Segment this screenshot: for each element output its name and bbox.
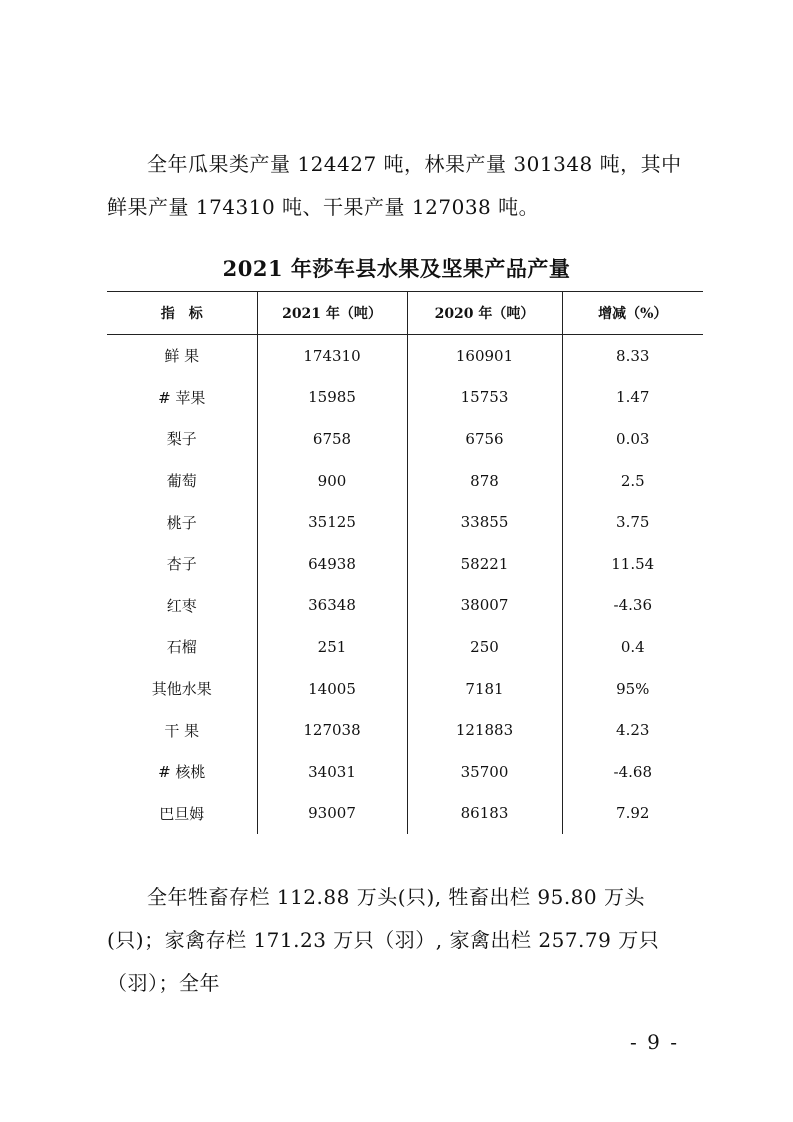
value-change: 7.92 <box>562 793 703 835</box>
value-2020: 160901 <box>407 335 562 377</box>
value-2021: 127038 <box>257 709 407 751</box>
value-2021: 34031 <box>257 751 407 793</box>
value-2020: 878 <box>407 460 562 502</box>
value-2020: 15753 <box>407 377 562 419</box>
row-label: # 核桃 <box>158 763 206 782</box>
table-row <box>107 501 703 543</box>
value-change: 4.23 <box>562 709 703 751</box>
value-2021: 6758 <box>257 418 407 460</box>
value-2021: 35125 <box>257 501 407 543</box>
value-change: 11.54 <box>562 543 703 585</box>
value-2021: 251 <box>257 626 407 668</box>
row-label: 巴旦姆 <box>159 804 205 823</box>
row-label: 其他水果 <box>151 680 212 699</box>
table-row <box>107 626 703 668</box>
value-change: 1.47 <box>562 377 703 419</box>
table-row <box>107 335 703 377</box>
table-title: 2021 年莎车县水果及坚果产品产量 <box>222 256 571 281</box>
table-row <box>107 585 703 627</box>
table-row <box>107 793 703 835</box>
table-row <box>107 418 703 460</box>
paragraph-livestock-text: 全年牲畜存栏 112.88 万头(只), 牲畜出栏 95.80 万头(只)；家禽存栏 171.23 万只（羽）, 家禽出栏 257.79 万只（羽）；全年 <box>107 885 660 995</box>
row-label: 葡萄 <box>166 472 197 491</box>
value-2021: 14005 <box>257 668 407 710</box>
paragraph-livestock <box>107 876 689 1005</box>
row-label: 杏子 <box>166 555 197 574</box>
row-label: 干 果 <box>164 721 200 740</box>
value-2020: 35700 <box>407 751 562 793</box>
value-change: 0.4 <box>562 626 703 668</box>
value-change: 95% <box>562 668 703 710</box>
value-2020: 33855 <box>407 501 562 543</box>
table-row <box>107 751 703 793</box>
paragraph-fruit-output-text: 全年瓜果类产量 124427 吨，林果产量 301348 吨，其中鲜果产量 174310 吨、干果产量 127038 吨。 <box>107 152 682 219</box>
value-change: 2.5 <box>562 460 703 502</box>
header-change: 增减（%） <box>562 292 703 335</box>
page-number: - 9 - <box>630 1030 679 1054</box>
value-change: 8.33 <box>562 335 703 377</box>
header-2021: 2021 年（吨） <box>257 292 407 335</box>
value-2020: 86183 <box>407 793 562 835</box>
value-2020: 250 <box>407 626 562 668</box>
value-2021: 93007 <box>257 793 407 835</box>
value-change: 0.03 <box>562 418 703 460</box>
value-2020: 7181 <box>407 668 562 710</box>
value-change: 3.75 <box>562 501 703 543</box>
row-label: 鲜 果 <box>164 347 200 366</box>
value-2020: 6756 <box>407 418 562 460</box>
header-indicator: 指 标 <box>107 292 257 335</box>
header-2020: 2020 年（吨） <box>407 292 562 335</box>
value-2021: 174310 <box>257 335 407 377</box>
paragraph-fruit-output <box>107 143 689 229</box>
value-change: -4.36 <box>562 585 703 627</box>
value-2020: 121883 <box>407 709 562 751</box>
row-label: 梨子 <box>166 430 197 449</box>
table-row <box>107 709 703 751</box>
table-header-row <box>107 292 703 335</box>
value-2020: 58221 <box>407 543 562 585</box>
table-row <box>107 543 703 585</box>
value-2021: 15985 <box>257 377 407 419</box>
row-label: 石榴 <box>166 638 197 657</box>
row-label: # 苹果 <box>158 388 206 407</box>
value-2021: 900 <box>257 460 407 502</box>
value-change: -4.68 <box>562 751 703 793</box>
value-2021: 64938 <box>257 543 407 585</box>
value-2021: 36348 <box>257 585 407 627</box>
table-row <box>107 460 703 502</box>
value-2020: 38007 <box>407 585 562 627</box>
fruit-production-table <box>107 291 703 834</box>
row-label: 桃子 <box>166 513 197 532</box>
row-label: 红枣 <box>166 596 197 615</box>
table-row <box>107 377 703 419</box>
table-row <box>107 668 703 710</box>
